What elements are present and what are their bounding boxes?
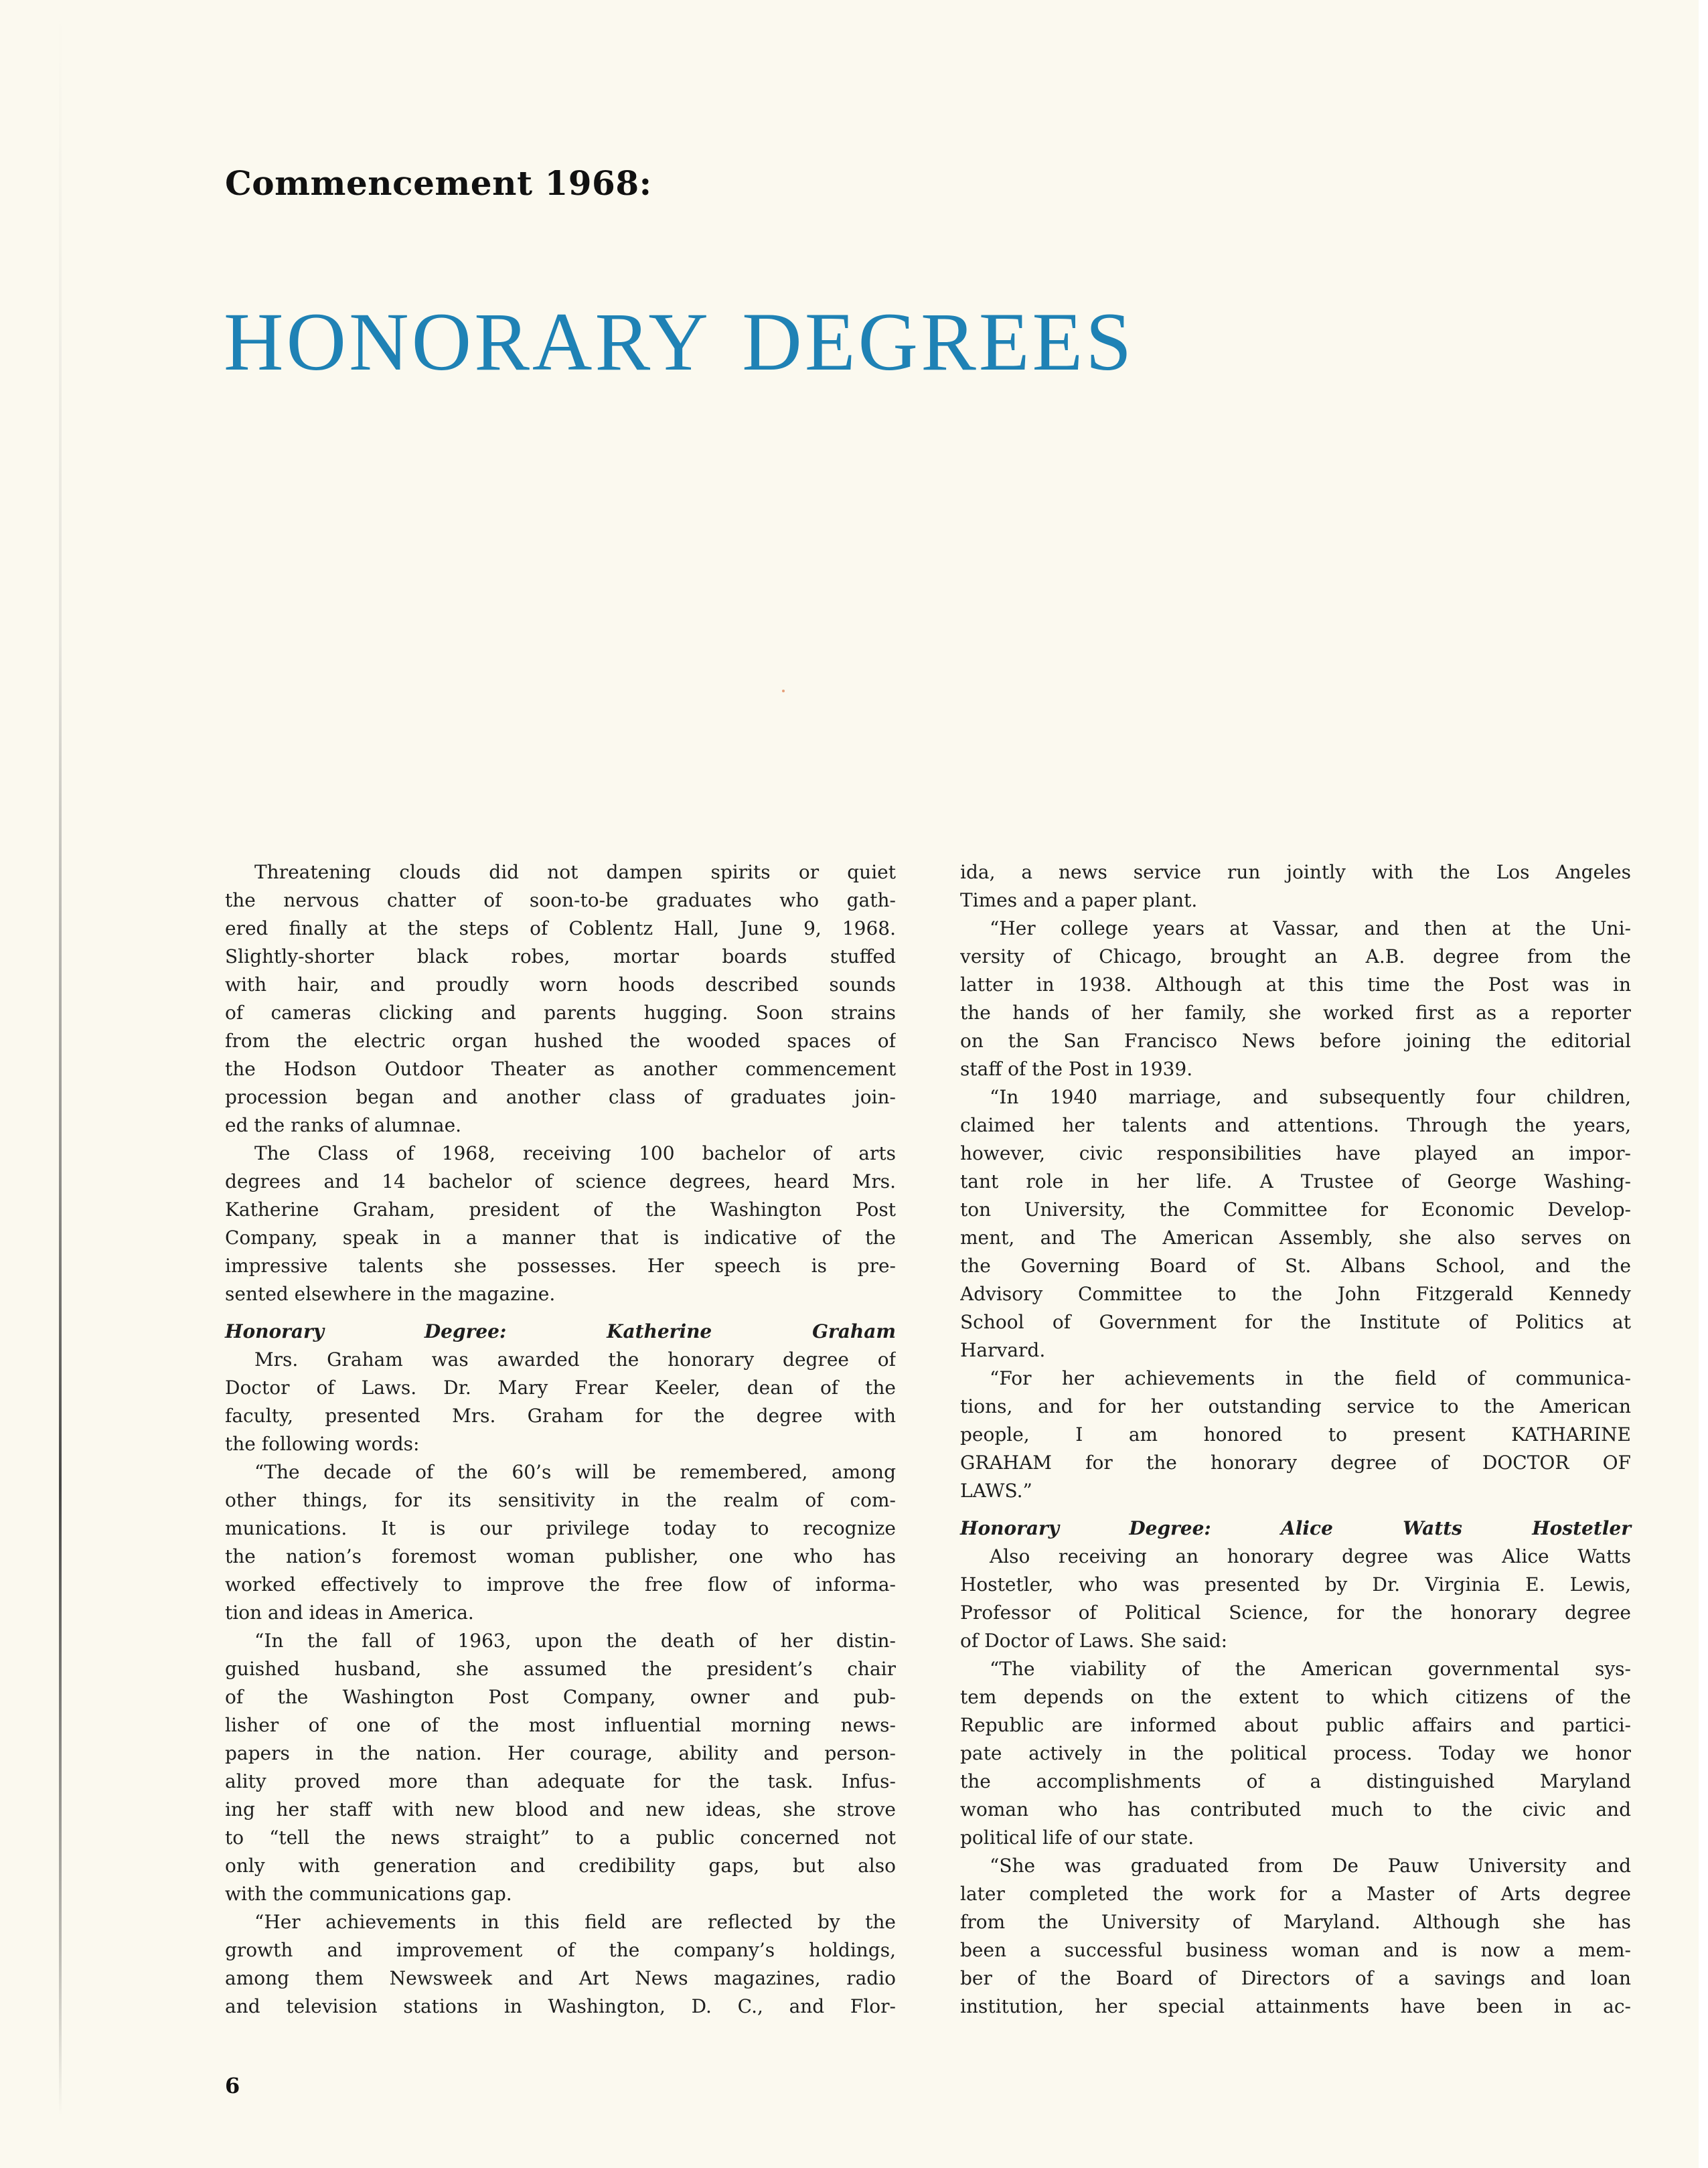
text-line: degrees and 14 bachelor of science degrees, heard Mrs. bbox=[225, 1170, 896, 1192]
text-line: tions, and for her outstanding service to the American bbox=[960, 1395, 1631, 1417]
text-line: latter in 1938. Although at this time the Post was in bbox=[960, 974, 1631, 996]
text-line: “Her college years at Vassar, and then at the Uni- bbox=[990, 917, 1631, 939]
section-heading: Honorary Degree: Alice Watts Hostetler bbox=[960, 1517, 1631, 1539]
text-line: procession began and another class of graduates join- bbox=[225, 1086, 896, 1108]
text-line: the nation’s foremost woman publisher, one who has bbox=[225, 1545, 896, 1567]
text-line: versity of Chicago, brought an A.B. degree from the bbox=[960, 945, 1631, 967]
text-line: the Hodson Outdoor Theater as another commencement bbox=[225, 1058, 896, 1080]
text-line: Mrs. Graham was awarded the honorary degree of bbox=[254, 1348, 896, 1371]
text-line: Advisory Committee to the John Fitzgerald Kennedy bbox=[960, 1283, 1631, 1305]
text-line: Times and a paper plant. bbox=[960, 889, 1198, 911]
text-line: ed the ranks of alumnae. bbox=[225, 1114, 462, 1136]
text-line: ida, a news service run jointly with the Los Angeles bbox=[960, 861, 1631, 883]
text-line: political life of our state. bbox=[960, 1827, 1194, 1849]
text-line: pate actively in the political process. Today we honor bbox=[960, 1742, 1631, 1764]
article-column-left bbox=[225, 858, 896, 2021]
text-line: Slightly-shorter black robes, mortar boards stuffed bbox=[225, 945, 896, 967]
text-line: “The viability of the American governmental sys- bbox=[990, 1658, 1631, 1680]
text-line: LAWS.” bbox=[960, 1480, 1032, 1502]
text-line: to “tell the news straight” to a public concerned not bbox=[225, 1827, 896, 1849]
text-line: with the communications gap. bbox=[225, 1883, 512, 1905]
text-line: only with generation and credibility gaps, but also bbox=[225, 1855, 896, 1877]
text-line: people, I am honored to present KATHARINE bbox=[960, 1423, 1631, 1446]
text-line: tem depends on the extent to which citizens of the bbox=[960, 1686, 1631, 1708]
text-line: Doctor of Laws. Dr. Mary Frear Keeler, dean of the bbox=[225, 1377, 896, 1399]
text-line: of cameras clicking and parents hugging. Soon strains bbox=[225, 1002, 896, 1024]
text-line: tant role in her life. A Trustee of George Washing- bbox=[960, 1170, 1631, 1192]
text-line: staff of the Post in 1939. bbox=[960, 1058, 1193, 1080]
text-line: “She was graduated from De Pauw University and bbox=[990, 1855, 1631, 1877]
text-line: ber of the Board of Directors of a savings and loan bbox=[960, 1967, 1631, 1989]
text-line: “For her achievements in the field of communica- bbox=[990, 1367, 1631, 1389]
section-heading: Honorary Degree: Katherine Graham bbox=[225, 1320, 896, 1342]
text-line: worked effectively to improve the free flow of informa- bbox=[225, 1573, 896, 1596]
text-line: The Class of 1968, receiving 100 bachelor of arts bbox=[254, 1142, 896, 1164]
text-line: later completed the work for a Master of Arts degree bbox=[960, 1883, 1631, 1905]
text-line: ality proved more than adequate for the task. Infus- bbox=[225, 1770, 896, 1792]
text-line: Katherine Graham, president of the Washington Post bbox=[225, 1198, 896, 1221]
text-line: growth and improvement of the company’s holdings, bbox=[225, 1939, 896, 1961]
text-line: institution, her special attainments have been in ac- bbox=[960, 1995, 1631, 2017]
text-line: with hair, and proudly worn hoods described sounds bbox=[225, 974, 896, 996]
text-line: impressive talents she possesses. Her speech is pre- bbox=[225, 1255, 896, 1277]
text-line: on the San Francisco News before joining the editorial bbox=[960, 1030, 1631, 1052]
text-line: faculty, presented Mrs. Graham for the degree with bbox=[225, 1405, 896, 1427]
binding-shadow bbox=[59, 13, 62, 2116]
text-line: from the electric organ hushed the wooded spaces of bbox=[225, 1030, 896, 1052]
text-line: “Her achievements in this field are reflected by the bbox=[254, 1911, 896, 1933]
text-line: GRAHAM for the honorary degree of DOCTOR OF bbox=[960, 1452, 1631, 1474]
paper-speck bbox=[782, 690, 785, 692]
text-line: the accomplishments of a distinguished Maryland bbox=[960, 1770, 1631, 1792]
text-line: lisher of one of the most influential morning news- bbox=[225, 1714, 896, 1736]
text-line: ment, and The American Assembly, she also serves on bbox=[960, 1227, 1631, 1249]
text-line: Republic are informed about public affairs and partici- bbox=[960, 1714, 1631, 1736]
text-line: of the Washington Post Company, owner and pub- bbox=[225, 1686, 896, 1708]
text-line: “The decade of the 60’s will be remembered, among bbox=[254, 1461, 896, 1483]
text-line: ing her staff with new blood and new ideas, she strove bbox=[225, 1798, 896, 1821]
page-number: 6 bbox=[225, 2073, 240, 2098]
text-line: “In 1940 marriage, and subsequently four children, bbox=[990, 1086, 1631, 1108]
text-line: been a successful business woman and is now a mem- bbox=[960, 1939, 1631, 1961]
text-line: Hostetler, who was presented by Dr. Virginia E. Lewis, bbox=[960, 1573, 1631, 1596]
text-line: papers in the nation. Her courage, ability and person- bbox=[225, 1742, 896, 1764]
text-line: woman who has contributed much to the civic and bbox=[960, 1798, 1631, 1821]
text-line: from the University of Maryland. Although she has bbox=[960, 1911, 1631, 1933]
text-line: sented elsewhere in the magazine. bbox=[225, 1283, 556, 1305]
section-kicker: Commencement 1968: bbox=[225, 163, 652, 203]
text-line: other things, for its sensitivity in the realm of com- bbox=[225, 1489, 896, 1511]
text-line: Company, speak in a manner that is indicative of the bbox=[225, 1227, 896, 1249]
text-line: tion and ideas in America. bbox=[225, 1602, 474, 1624]
text-line: the following words: bbox=[225, 1433, 420, 1455]
page-title: HONORARY DEGREES bbox=[224, 296, 1135, 388]
text-line: School of Government for the Institute of Politics at bbox=[960, 1311, 1631, 1333]
text-line: claimed her talents and attentions. Through the years, bbox=[960, 1114, 1631, 1136]
article-column-right bbox=[960, 858, 1631, 2021]
text-line: Professor of Political Science, for the honorary degree bbox=[960, 1602, 1631, 1624]
text-line: munications. It is our privilege today to recognize bbox=[225, 1517, 896, 1539]
text-line: among them Newsweek and Art News magazines, radio bbox=[225, 1967, 896, 1989]
text-line: “In the fall of 1963, upon the death of her distin- bbox=[254, 1630, 896, 1652]
text-line: and television stations in Washington, D. C., and Flor- bbox=[225, 1995, 896, 2017]
text-line: Harvard. bbox=[960, 1339, 1046, 1361]
text-line: the nervous chatter of soon-to-be graduates who gath- bbox=[225, 889, 896, 911]
text-line: guished husband, she assumed the president’s chair bbox=[225, 1658, 896, 1680]
text-line: of Doctor of Laws. She said: bbox=[960, 1630, 1228, 1652]
text-line: Threatening clouds did not dampen spirits or quiet bbox=[254, 861, 896, 883]
page-edge bbox=[1699, 0, 1708, 2168]
text-line: ton University, the Committee for Economic Develop- bbox=[960, 1198, 1631, 1221]
text-line: ered finally at the steps of Coblentz Hall, June 9, 1968. bbox=[225, 917, 896, 939]
text-line: the Governing Board of St. Albans School, and the bbox=[960, 1255, 1631, 1277]
text-line: Also receiving an honorary degree was Alice Watts bbox=[990, 1545, 1631, 1567]
text-line: however, civic responsibilities have played an impor- bbox=[960, 1142, 1631, 1164]
text-line: the hands of her family, she worked first as a reporter bbox=[960, 1002, 1631, 1024]
